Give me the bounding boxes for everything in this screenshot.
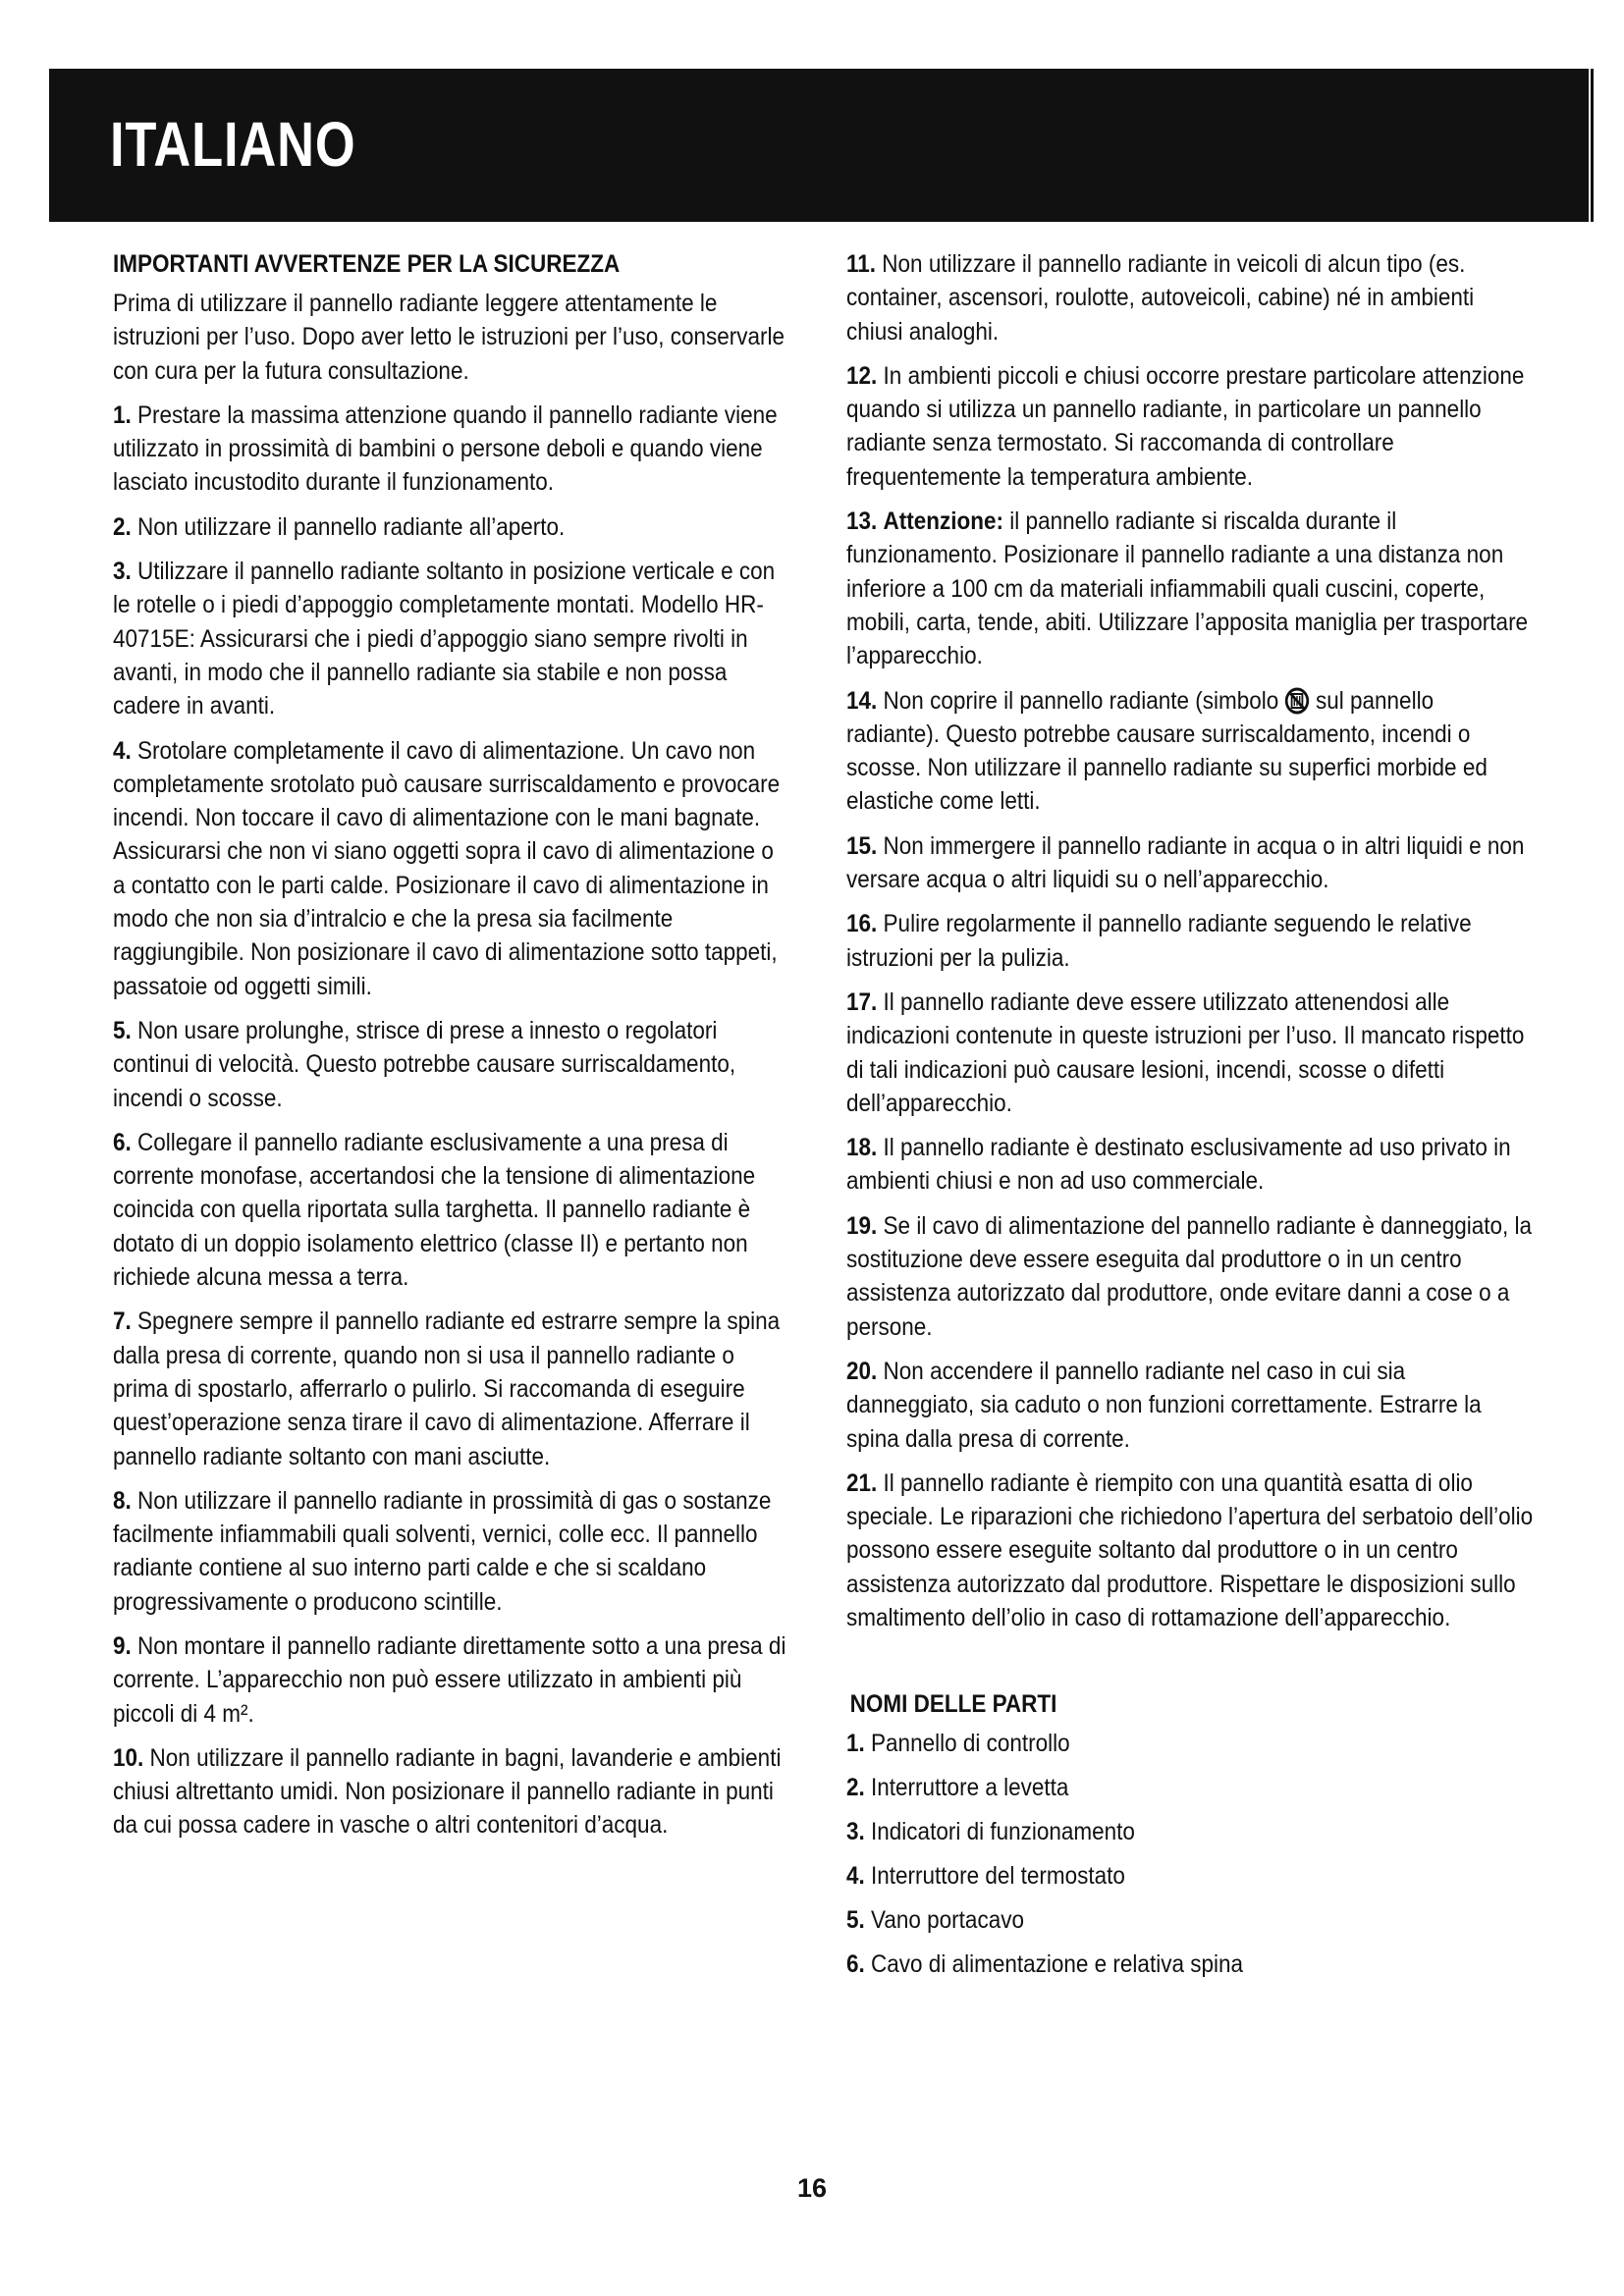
safety-item-21 (846, 1467, 1533, 1634)
item-text-after-symbol: sul pannello radiante). Questo potrebbe causare surriscaldamento, incendi o scosse. Non utilizzare il pannello radiante su superfici morbide ed elastiche come letti. (846, 686, 1488, 816)
safety-item-10 (113, 1741, 789, 1842)
item-text: Non utilizzare il pannello radiante all’aperto. (137, 512, 566, 541)
safety-item-19 (846, 1209, 1533, 1344)
item-number: 4. (113, 736, 132, 765)
item-number: 3. (846, 1818, 865, 1846)
parts-heading: NOMI DELLE PARTI (849, 1690, 1057, 1719)
language-title: ITALIANO (110, 109, 356, 180)
safety-item-9 (113, 1629, 789, 1731)
safety-item-5 (113, 1014, 789, 1115)
part-item-6 (846, 1948, 1533, 1981)
safety-item-1 (113, 399, 789, 500)
left-column (113, 247, 790, 1853)
safety-item-2 (113, 510, 789, 544)
item-number: 2. (846, 1774, 865, 1802)
item-number: 5. (846, 1906, 865, 1935)
item-text-before-symbol: Non coprire il pannello radiante (simbolo (883, 686, 1279, 715)
item-number: 21. (846, 1468, 878, 1497)
safety-intro: Prima di utilizzare il pannello radiante leggere attentamente le istruzioni per l’uso. Dopo aver letto le istruzioni per l’uso, conservarle con cura per la futura consultazione. (113, 290, 785, 385)
safety-item-18 (846, 1131, 1533, 1199)
item-number: 4. (846, 1862, 865, 1891)
right-column (846, 247, 1534, 1992)
item-number: 17. (846, 988, 878, 1016)
item-number: 8. (113, 1486, 132, 1515)
safety-item-4 (113, 734, 789, 1003)
item-text: Non utilizzare il pannello radiante in prossimità di gas o sostanze facilmente infiammabili quali solventi, vernici, colle ecc. Il pannello radiante contiene al suo interno parti calde e che si scaldano progressivamente o producono scintille. (113, 1486, 772, 1616)
item-text: Pulire regolarmente il pannello radiante seguendo le relative istruzioni per la pulizia. (846, 910, 1472, 972)
part-item-3 (846, 1815, 1533, 1848)
item-number: 6. (846, 1950, 865, 1979)
safety-item-17 (846, 986, 1533, 1120)
item-text: Non usare prolunghe, strisce di prese a innesto o regolatori continui di velocità. Questo potrebbe causare surriscaldamento, incendi o scosse. (113, 1016, 736, 1112)
item-text: In ambienti piccoli e chiusi occorre prestare particolare attenzione quando si utilizza un pannello radiante, in particolare un pannello radiante senza termostato. Si raccomanda di controllare frequentemente la temperatura ambiente. (846, 361, 1525, 491)
safety-item-13 (846, 505, 1533, 672)
item-text: Interruttore a levetta (871, 1774, 1069, 1802)
safety-item-6 (113, 1126, 789, 1294)
item-text: Il pannello radiante è destinato esclusivamente ad uso privato in ambienti chiusi e non ad uso commerciale. (846, 1134, 1511, 1196)
item-number: 5. (113, 1016, 132, 1044)
item-number: 2. (113, 512, 132, 541)
item-text: Se il cavo di alimentazione del pannello radiante è danneggiato, la sostituzione deve essere eseguita dal produttore o in un centro assistenza autorizzato dal produttore, onde evitare danni a cose o a persone. (846, 1211, 1533, 1341)
item-number: 13. (846, 507, 878, 536)
item-number: 15. (846, 831, 878, 860)
item-text: Collegare il pannello radiante esclusivamente a una presa di corrente monofase, accertandosi che la tensione di alimentazione coincida con quella riportata sulla targhetta. Il pannello radiante è dotato di un doppio isolamento elettrico (classe II) e pertanto non richiede alcuna messa a terra. (113, 1128, 756, 1292)
safety-item-20 (846, 1355, 1533, 1456)
item-text: Indicatori di funzionamento (871, 1818, 1135, 1846)
item-text: il pannello radiante si riscalda durante il funzionamento. Posizionare il pannello radiante a una distanza non inferiore a 100 cm da materiali infiammabili quali cuscini, coperte, mobili, carta, tende, abiti. Utilizzare l’apposita maniglia per trasportare l’apparecchio. (846, 507, 1529, 670)
item-number: 6. (113, 1128, 132, 1156)
item-text: Non utilizzare il pannello radiante in bagni, lavanderie e ambienti chiusi altrettanto umidi. Non posizionare il pannello radiante in punti da cui possa cadere in vasche o altri contenitori d’acqua. (113, 1743, 782, 1840)
item-number: 18. (846, 1134, 878, 1162)
item-number: 7. (113, 1308, 132, 1336)
part-item-1 (846, 1727, 1533, 1760)
language-header-bar (49, 69, 1589, 222)
part-item-4 (846, 1859, 1533, 1893)
item-number: 3. (113, 558, 132, 586)
safety-item-3 (113, 555, 789, 722)
page-number: 16 (796, 2173, 828, 2203)
safety-item-11 (846, 247, 1533, 348)
item-number: 10. (113, 1743, 144, 1772)
safety-item-16 (846, 907, 1533, 975)
item-text: Prestare la massima attenzione quando il pannello radiante viene utilizzato in prossimità di bambini o persone deboli e quando viene lasciato incustodito durante il funzionamento. (113, 400, 778, 497)
part-item-2 (846, 1771, 1533, 1804)
item-number: 12. (846, 361, 878, 390)
safety-item-7 (113, 1305, 789, 1472)
attention-label: Attenzione: (883, 507, 1004, 536)
do-not-cover-icon (1285, 687, 1310, 715)
item-number: 19. (846, 1211, 878, 1240)
item-number: 16. (846, 910, 878, 938)
item-text: Non accendere il pannello radiante nel caso in cui sia danneggiato, sia caduto o non funzioni correttamente. Estrarre la spina dalla presa di corrente. (846, 1357, 1482, 1453)
item-text: Non immergere il pannello radiante in acqua o in altri liquidi e non versare acqua o altri liquidi su o nell’apparecchio. (846, 831, 1525, 894)
item-text: Il pannello radiante è riempito con una quantità esatta di olio speciale. Le riparazioni che richiedono l’apertura del serbatoio dell’olio possono essere eseguite soltanto dal produttore o in un centro assistenza autorizzato dal produttore. Rispettare le disposizioni sullo smaltimento dell’olio in caso di rottamazione dell’apparecchio. (846, 1468, 1534, 1631)
item-number: 9. (113, 1631, 132, 1660)
safety-heading: IMPORTANTI AVVERTENZE PER LA SICUREZZA (113, 250, 621, 278)
safety-item-15 (846, 829, 1533, 897)
item-text: Vano portacavo (871, 1906, 1024, 1935)
item-text: Il pannello radiante deve essere utilizzato attenendosi alle indicazioni contenute in queste istruzioni per l’uso. Il mancato rispetto di tali indicazioni può causare lesioni, incendi, scosse o difetti dell’apparecchio. (846, 988, 1525, 1117)
item-text: Pannello di controllo (871, 1730, 1070, 1758)
item-number: 1. (846, 1730, 865, 1758)
safety-item-8 (113, 1484, 789, 1619)
item-text: Non montare il pannello radiante direttamente sotto a una presa di corrente. L’apparecchio non può essere utilizzato in ambienti più piccoli di 4 m². (113, 1631, 786, 1728)
item-text: Cavo di alimentazione e relativa spina (871, 1950, 1244, 1979)
item-text: Srotolare completamente il cavo di alimentazione. Un cavo non completamente srotolato può causare surriscaldamento e provocare incendi. Non toccare il cavo di alimentazione con le mani bagnate. Assicurarsi che non vi siano oggetti sopra il cavo di alimentazione o a contatto con le parti calde. Posizionare il cavo di alimentazione in modo che non sia d’intralcio e che la presa sia facilmente raggiungibile. Non posizionare il cavo di alimentazione sotto tappeti, passatoie od oggetti simili. (113, 736, 781, 1000)
item-text: Non utilizzare il pannello radiante in veicoli di alcun tipo (es. container, ascensori, roulotte, autoveicoli, cabine) né in ambienti chiusi analoghi. (846, 250, 1475, 346)
item-number: 11. (846, 250, 877, 278)
part-item-5 (846, 1903, 1533, 1937)
item-number: 1. (113, 400, 132, 429)
safety-item-14 (846, 684, 1533, 819)
header-edge-line (1591, 69, 1594, 222)
item-text: Utilizzare il pannello radiante soltanto in posizione verticale e con le rotelle o i piedi d’appoggio completamente montati. Modello HR-40715E: Assicurarsi che i piedi d’appoggio siano sempre rivolti in avanti, in modo che il pannello radiante sia stabile e non possa cadere in avanti. (113, 558, 776, 721)
item-number: 20. (846, 1357, 878, 1385)
item-text: Spegnere sempre il pannello radiante ed estrarre sempre la spina dalla presa di corrente, quando non si usa il pannello radiante o prima di spostarlo, afferrarlo o pulirlo. Si raccomanda di eseguire quest’operazione senza tirare il cavo di alimentazione. Afferrare il pannello radiante soltanto con mani asciutte. (113, 1308, 781, 1470)
safety-item-12 (846, 359, 1533, 494)
item-text: Interruttore del termostato (871, 1862, 1125, 1891)
item-number: 14. (846, 686, 878, 715)
